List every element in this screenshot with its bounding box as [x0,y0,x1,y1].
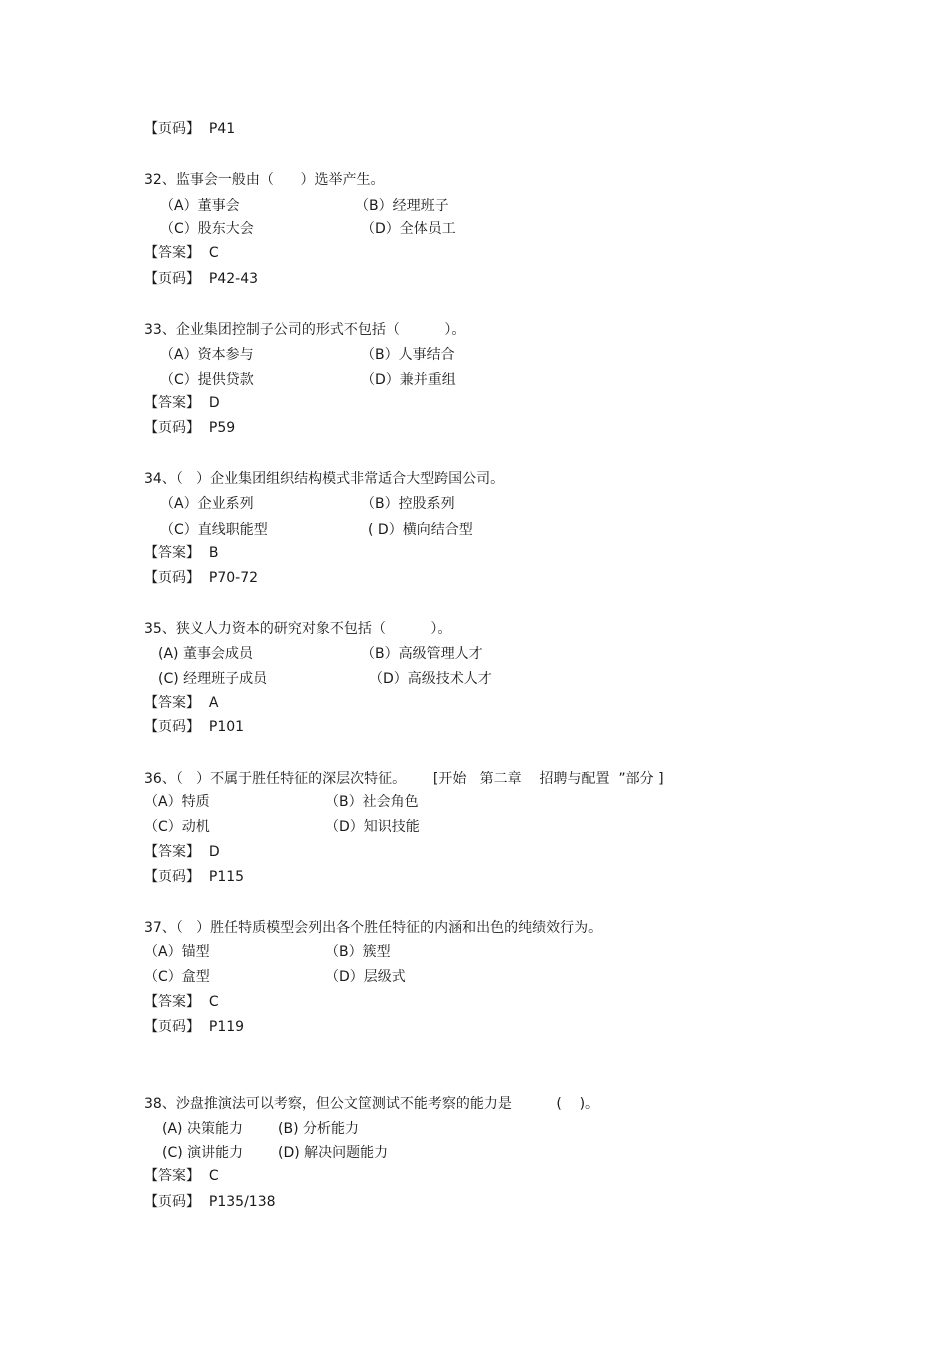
question-stem: 33、企业集团控制子公司的形式不包括（ ）。 [144,322,466,338]
page-ref: 【页码】 P59 [144,420,236,436]
option-c: (C) 演讲能力 [162,1145,244,1161]
page-ref: 【页码】 P115 [144,869,245,885]
question-stem: 32、监事会一般由（ ）选举产生。 [144,172,385,188]
option-c: (C) 经理班子成员 [158,671,268,687]
answer: 【答案】 A [144,695,219,711]
answer: 【答案】 D [144,844,220,860]
answer: 【答案】 C [144,1168,219,1184]
question-stem: 35、狭义人力资本的研究对象不包括（ ）。 [144,621,452,637]
option-c: （C）动机 [144,819,210,835]
answer: 【答案】 D [144,395,220,411]
option-b: （B）经理班子 [355,198,449,214]
option-a: (A) 决策能力 [162,1121,243,1137]
option-a: （A）特质 [144,794,210,810]
option-d: （D）层级式 [325,969,406,985]
option-c: （C）盒型 [144,969,210,985]
option-d: ( D）横向结合型 [368,522,473,538]
option-a: （A）资本参与 [160,347,254,363]
question-stem: 36、（ ）不属于胜任特征的深层次特征。 [开始 第二章 招聘与配置 ”部分 ] [144,771,664,787]
option-a: （A）董事会 [160,198,240,214]
page-ref: 【页码】 P119 [144,1019,245,1035]
question-stem: 38、沙盘推演法可以考察，但公文筐测试不能考察的能力是 ( )。 [144,1096,600,1112]
option-a: （A）企业系列 [160,496,254,512]
option-c: （C）提供贷款 [160,372,254,388]
question-stem: 34、（ ）企业集团组织结构模式非常适合大型跨国公司。 [144,471,505,487]
answer: 【答案】 C [144,245,219,261]
option-b: （B）簇型 [325,944,391,960]
answer: 【答案】 B [144,545,219,561]
option-d: （D）兼并重组 [361,372,456,388]
option-d: （D）高级技术人才 [369,671,492,687]
page-ref: 【页码】 P135/138 [144,1194,276,1210]
option-a: （A）锚型 [144,944,210,960]
option-d: （D）全体员工 [361,221,456,237]
question-stem: 37、（ ）胜任特质模型会列出各个胜任特征的内涵和出色的纯绩效行为。 [144,920,603,936]
page-ref: 【页码】 P41 [144,121,236,137]
option-d: （D）知识技能 [325,819,420,835]
option-c: （C）直线职能型 [160,522,268,538]
page-ref: 【页码】 P42-43 [144,271,259,287]
page-ref: 【页码】 P101 [144,719,245,735]
option-b: （B）控股系列 [361,496,455,512]
answer: 【答案】 C [144,994,219,1010]
option-b: （B）社会角色 [325,794,419,810]
option-c: （C）股东大会 [160,221,254,237]
page-ref: 【页码】 P70-72 [144,570,259,586]
option-d: (D) 解决问题能力 [278,1145,389,1161]
option-a: (A) 董事会成员 [158,646,253,662]
option-b: （B）高级管理人才 [361,646,483,662]
option-b: （B）人事结合 [361,347,455,363]
option-b: (B) 分析能力 [278,1121,359,1137]
